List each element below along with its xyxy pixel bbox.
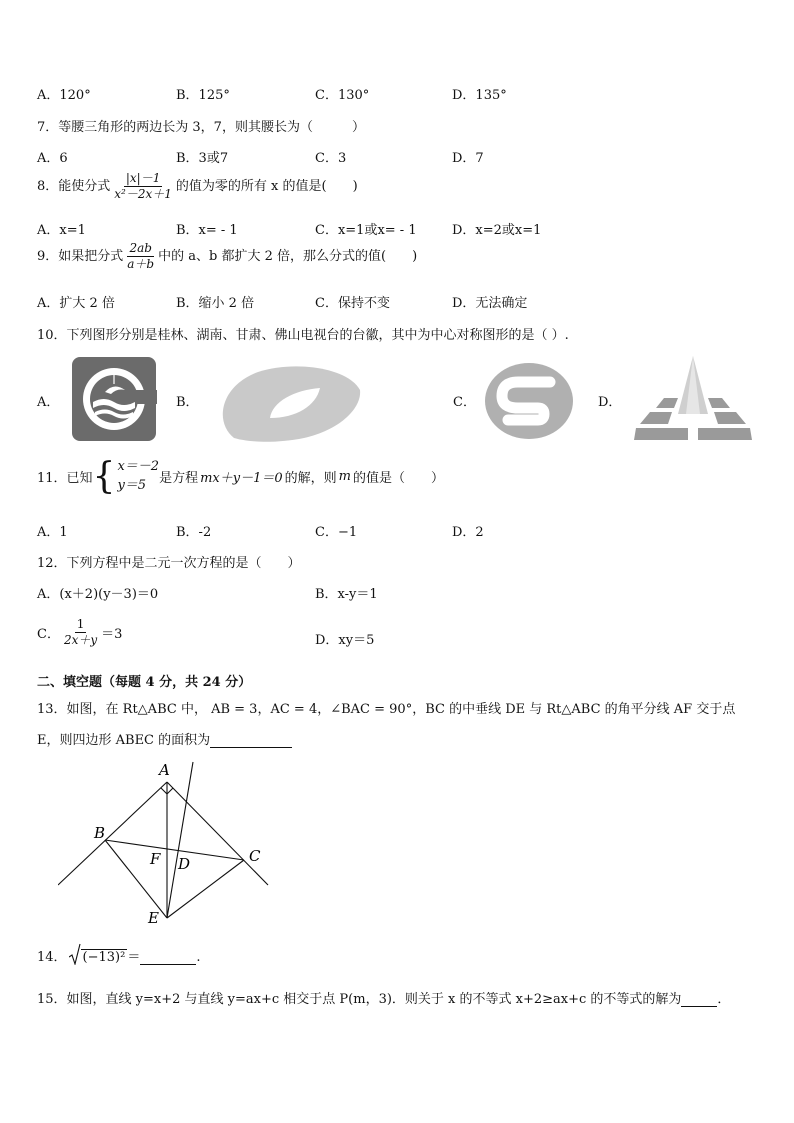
q7-option-b: B．3或7 bbox=[176, 151, 229, 166]
q8-fraction bbox=[112, 172, 174, 201]
q12-option-c-label: C． bbox=[37, 627, 60, 643]
q7-option-a: A．6 bbox=[37, 151, 68, 166]
q7-option-d: D．7 bbox=[452, 151, 484, 166]
q9-fraction bbox=[125, 242, 156, 271]
q12-optc-num: 1 bbox=[75, 618, 87, 633]
q9-frac-den: a＋b bbox=[127, 257, 155, 272]
q14-line: 14． (−13)² ＝ . bbox=[37, 946, 201, 965]
q13-label-f: F bbox=[150, 850, 161, 868]
q10-label-c: C． bbox=[453, 395, 476, 410]
q11-option-c: C．−1 bbox=[315, 525, 358, 540]
q8-suffix: 的值为零的所有 x 的值是( ) bbox=[175, 179, 358, 195]
q11-equation: mx＋y－1＝0 bbox=[200, 471, 283, 487]
q11-eq1: x＝－2 bbox=[117, 459, 160, 474]
q15-end: ． bbox=[717, 992, 731, 1007]
guilin-tv-logo bbox=[71, 356, 157, 442]
q12-option-c bbox=[37, 618, 122, 647]
q12-optc-den: 2x＋y bbox=[63, 633, 98, 648]
q6-option-d: D．135° bbox=[452, 88, 507, 103]
q11-suffix-a: 的解，则 bbox=[284, 471, 337, 487]
q12-option-b: B．x-y＝1 bbox=[315, 587, 378, 602]
q9-option-d: D．无法确定 bbox=[452, 296, 528, 311]
q11-system bbox=[92, 455, 160, 497]
q14-radicand: (−13)² bbox=[82, 950, 126, 965]
q13-line2-text: E，则四边形 ABEC 的面积为 bbox=[37, 733, 211, 748]
q11-brace: { bbox=[92, 455, 116, 497]
q6-option-b: B．125° bbox=[176, 88, 230, 103]
q9-stem bbox=[37, 242, 417, 271]
q11-prefix: 11．已知 bbox=[37, 471, 93, 487]
q15-line bbox=[37, 988, 730, 1007]
q12-option-c-fraction bbox=[62, 618, 99, 647]
q12-option-a: A．(x＋2)(y－3)＝0 bbox=[37, 587, 159, 602]
q14-answer-blank bbox=[140, 950, 196, 965]
sqrt-symbol-icon bbox=[69, 943, 81, 965]
q13-line1: 13．如图，在 Rt△ABC 中， AB = 3，AC = 4，∠BAC = 90°，BC 的中垂线 DE 与 Rt△ABC 的角平分线 AF 交于点 bbox=[37, 702, 736, 717]
q8-option-d: D．x=2或x=1 bbox=[452, 223, 542, 238]
q8-prefix: 8．能使分式 bbox=[37, 179, 111, 195]
q13-answer-blank bbox=[210, 733, 292, 748]
q9-prefix: 9．如果把分式 bbox=[37, 249, 124, 265]
q13-label-a: A bbox=[159, 761, 170, 779]
section-heading-fill-in: 二、填空题（每题 4 分，共 24 分） bbox=[37, 675, 252, 690]
q11-option-b: B．-2 bbox=[176, 525, 212, 540]
gansu-tv-logo bbox=[484, 362, 574, 440]
q8-frac-den: x²－2x＋1 bbox=[114, 187, 172, 202]
q14-suffix: ＝ bbox=[127, 950, 141, 965]
q13-label-e: E bbox=[148, 909, 159, 926]
q12-option-c-rest: ＝3 bbox=[101, 627, 123, 643]
q11-var: m bbox=[338, 469, 351, 485]
q6-option-a: A．120° bbox=[37, 88, 91, 103]
q8-stem bbox=[37, 172, 358, 201]
q13-label-d: D bbox=[178, 855, 191, 873]
q10-label-b: B． bbox=[176, 395, 199, 410]
q13-label-c: C bbox=[249, 847, 261, 865]
q10-label-a: A． bbox=[37, 395, 60, 410]
q8-option-a: A．x=1 bbox=[37, 223, 86, 238]
q15-answer-blank bbox=[681, 992, 717, 1007]
q11-middle: 是方程 bbox=[159, 471, 199, 487]
q14-prefix: 14． bbox=[37, 950, 67, 965]
q10-stem: 10．下列图形分别是桂林、湖南、甘肃、佛山电视台的台徽，其中为中心对称图形的是（ ）. bbox=[37, 328, 569, 343]
q12-stem: 12．下列方程中是二元一次方程的是（ ） bbox=[37, 556, 301, 571]
q11-option-d: D．2 bbox=[452, 525, 484, 540]
q11-suffix-b: 的值是（ ） bbox=[352, 471, 444, 487]
q12-option-d: D．xy＝5 bbox=[315, 633, 375, 648]
q9-frac-num: 2ab bbox=[127, 242, 153, 257]
q8-option-b: B．x= - 1 bbox=[176, 223, 238, 238]
q14-sqrt bbox=[69, 950, 128, 965]
q11-option-a: A．1 bbox=[37, 525, 68, 540]
hunan-tv-logo bbox=[212, 362, 364, 444]
q11-stem bbox=[37, 455, 444, 497]
q10-label-d: D． bbox=[598, 395, 622, 410]
foshan-tv-logo bbox=[634, 354, 752, 442]
q9-option-c: C．保持不变 bbox=[315, 296, 390, 311]
q9-suffix: 中的 a、b 都扩大 2 倍，那么分式的值( ) bbox=[158, 249, 418, 265]
q8-option-c: C．x=1或x= - 1 bbox=[315, 223, 417, 238]
q9-option-b: B．缩小 2 倍 bbox=[176, 296, 255, 311]
q15-text: 15．如图，直线 y=x+2 与直线 y=ax+c 相交于点 P(m，3)．则关于 x 的不等式 x+2≥ax+c 的不等式的解为 bbox=[37, 992, 682, 1007]
q7-stem: 7．等腰三角形的两边长为 3，7，则其腰长为（ ） bbox=[37, 120, 365, 135]
q11-eq2: y＝5 bbox=[117, 477, 147, 493]
q13-line2 bbox=[37, 729, 292, 748]
q13-label-b: B bbox=[94, 824, 106, 842]
q13-figure bbox=[58, 760, 274, 926]
q8-frac-num: |x|－1 bbox=[124, 172, 163, 187]
q6-option-c: C．130° bbox=[315, 88, 370, 103]
q9-option-a: A．扩大 2 倍 bbox=[37, 296, 115, 311]
q7-option-c: C．3 bbox=[315, 151, 347, 166]
